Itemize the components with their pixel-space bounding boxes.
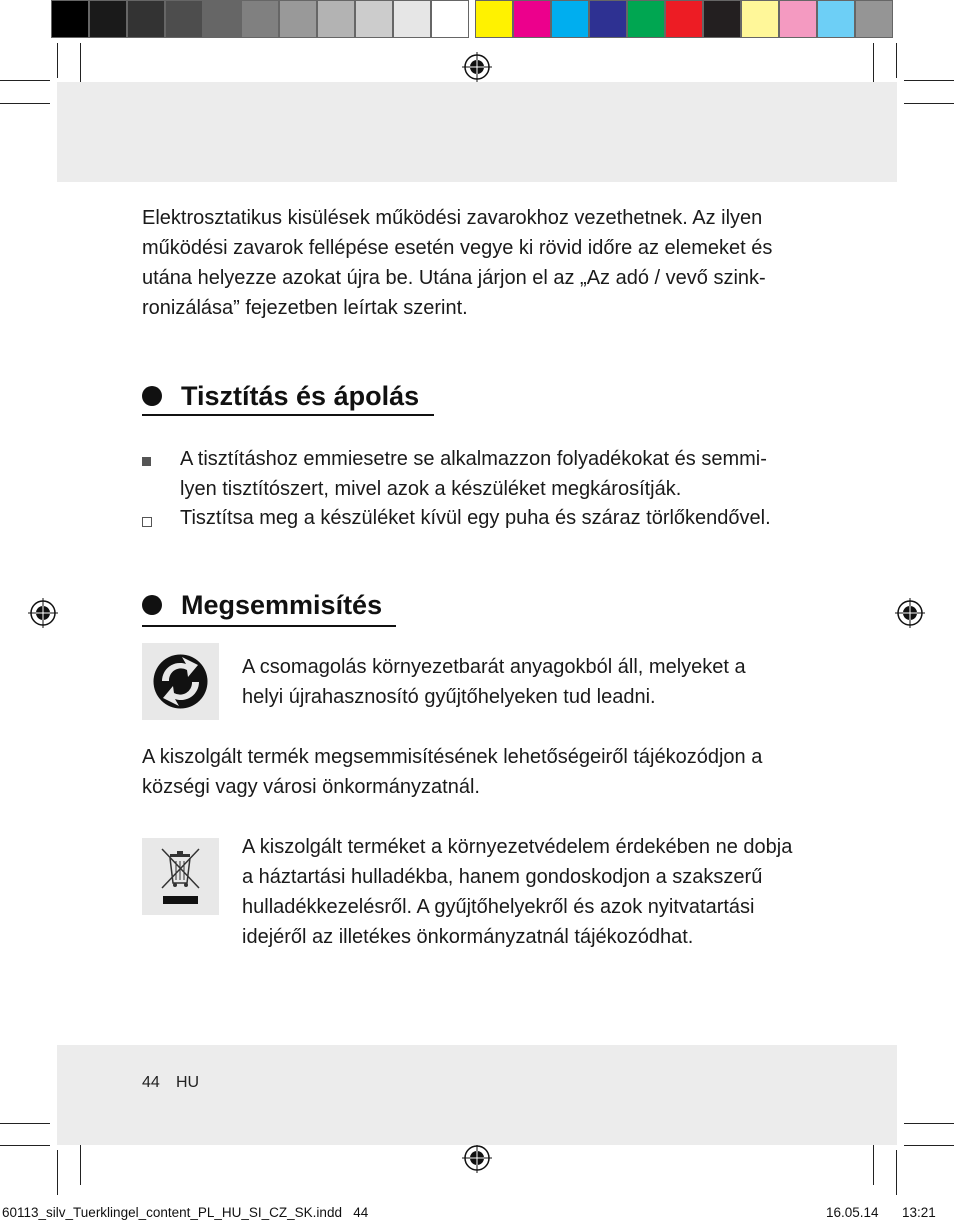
header-band [57, 82, 897, 182]
registration-mark-icon [462, 1143, 492, 1173]
color-swatch [551, 0, 589, 38]
color-swatch [279, 0, 317, 38]
list-item [180, 503, 820, 533]
heading-underline [142, 414, 434, 416]
crop-mark [0, 80, 50, 81]
color-swatch [241, 0, 279, 38]
text-line: Elektrosztatikus kisülések működési zavarokhoz vezethetnek. Az ilyen [142, 207, 763, 229]
crop-mark [0, 103, 50, 104]
crop-mark [873, 1140, 874, 1185]
list-item [180, 444, 820, 504]
page-number: 44 [142, 1074, 160, 1091]
color-swatch [89, 0, 127, 38]
color-swatch [855, 0, 893, 38]
text-line: A tisztításhoz emmiesetre se alkalmazzon folyadékokat és semmi- [180, 448, 767, 470]
text-line: utána helyezze azokat újra be. Utána járjon el az „Az adó / vevő szink- [142, 267, 766, 289]
crop-mark [57, 43, 58, 78]
crop-mark [904, 80, 954, 81]
crop-mark [896, 43, 897, 78]
municipal-text [142, 742, 842, 802]
list-bullet-filled [142, 457, 151, 466]
color-swatch [817, 0, 855, 38]
text-line: hulladékkezelésről. A gyűjtőhelyekről és azok nyitvatartási [242, 896, 755, 918]
color-swatch [393, 0, 431, 38]
text-line: A kiszolgált termék megsemmisítésének lehetőségeiről tájékozódjon a [142, 746, 763, 768]
crop-mark [904, 1123, 954, 1124]
crop-mark [80, 1140, 81, 1185]
crop-mark [904, 1145, 954, 1146]
crop-mark [0, 1145, 50, 1146]
color-swatch [703, 0, 741, 38]
list-bullet-empty [142, 517, 152, 527]
color-swatch [431, 0, 469, 38]
color-swatch [779, 0, 817, 38]
intro-paragraph [142, 203, 842, 323]
heading-bullet [142, 595, 162, 615]
crop-mark [0, 1123, 50, 1124]
color-swatch [627, 0, 665, 38]
language-code: HU [176, 1074, 200, 1091]
color-swatch [741, 0, 779, 38]
color-swatch [665, 0, 703, 38]
text-line: Tisztítsa meg a készüléket kívül egy puha és száraz törlőkendővel. [180, 507, 771, 529]
text-line: idejéről az illetékes önkormányzatnál tájékozódhat. [242, 926, 694, 948]
text-line: lyen tisztítószert, mivel azok a készüléket megkárosítják. [180, 478, 682, 500]
registration-mark-icon [28, 598, 58, 628]
color-swatch [475, 0, 513, 38]
text-line: működési zavarok fellépése esetén vegye ki rövid időre az elemeket és [142, 237, 773, 259]
color-swatch [589, 0, 627, 38]
registration-mark-icon [895, 598, 925, 628]
text-line: ronizálása” fejezetben leírtak szerint. [142, 297, 468, 319]
crop-mark [904, 103, 954, 104]
slug-filename: 60113_silv_Tuerklingel_content_PL_HU_SI_CZ_SK.indd 44 [2, 1205, 369, 1220]
crop-mark [57, 1150, 58, 1195]
section-heading-cleaning: Tisztítás és ápolás [181, 381, 420, 411]
footer-band [57, 1045, 897, 1145]
heading-underline [142, 625, 396, 627]
color-swatch [203, 0, 241, 38]
crossed-out-bin-icon [142, 838, 219, 915]
color-swatch [51, 0, 89, 38]
recycling-icon-box [142, 643, 219, 720]
text-line: A csomagolás környezetbarát anyagokból áll, melyeket a [242, 656, 746, 678]
registration-mark-icon [462, 52, 492, 82]
color-swatch [127, 0, 165, 38]
slug-date: 16.05.14 [826, 1205, 879, 1220]
text-line: helyi újrahasznosító gyűjtőhelyeken tud leadni. [242, 686, 656, 708]
color-swatch [317, 0, 355, 38]
crop-mark [896, 1150, 897, 1195]
heading-bullet [142, 386, 162, 406]
weee-icon-box [142, 838, 219, 915]
weee-text [242, 832, 842, 952]
color-calibration-bar [51, 0, 893, 40]
recycling-arrows-icon [142, 643, 219, 720]
section-heading-disposal: Megsemmisítés [181, 590, 383, 620]
text-line: a háztartási hulladékba, hanem gondoskodjon a szakszerű [242, 866, 763, 888]
slug-time: 13:21 [902, 1205, 936, 1220]
packaging-text [242, 652, 842, 712]
color-swatch [165, 0, 203, 38]
color-swatch [355, 0, 393, 38]
color-swatch [513, 0, 551, 38]
text-line: községi vagy városi önkormányzatnál. [142, 776, 480, 798]
text-line: A kiszolgált terméket a környezetvédelem érdekében ne dobja [242, 836, 793, 858]
